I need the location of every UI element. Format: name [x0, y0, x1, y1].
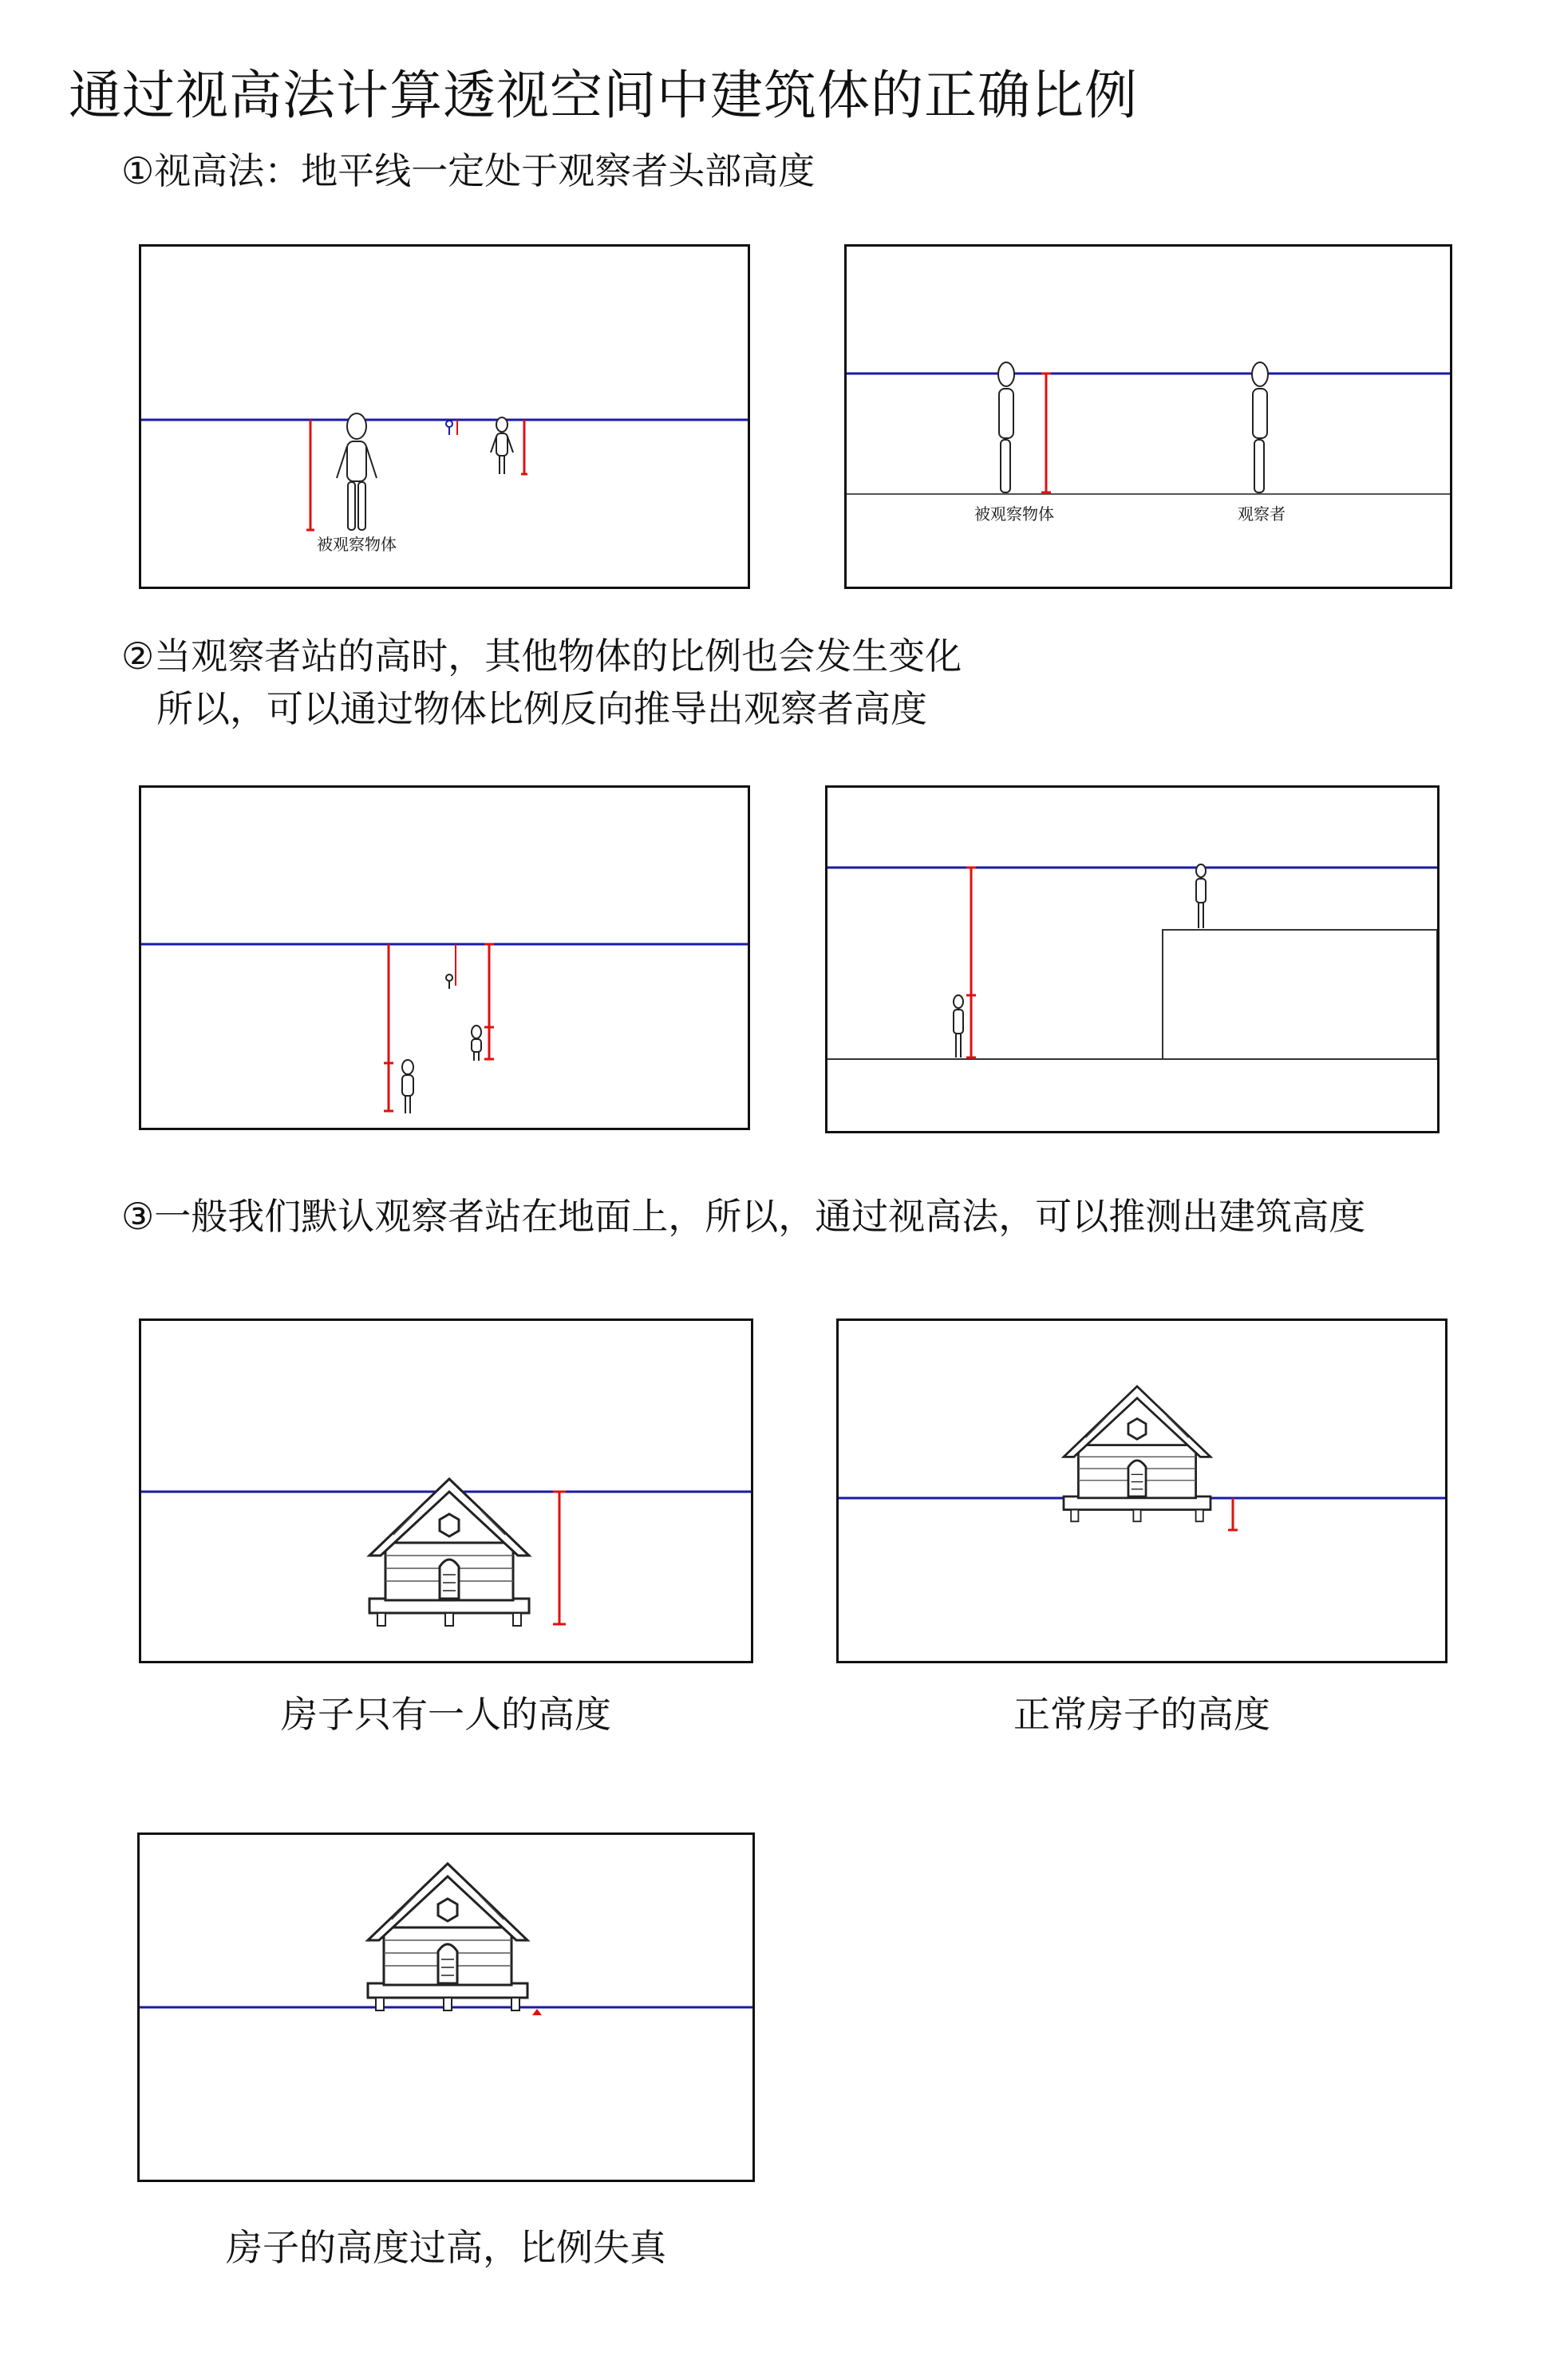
panel-elevated-observer: [825, 785, 1440, 1133]
house-illustration: [369, 1479, 529, 1626]
panel-2-diagram: [847, 247, 1450, 587]
section-2-subline: 所以，可以通过物体比例反向推导出观察者高度: [156, 687, 927, 730]
mid-figure: [472, 1026, 481, 1061]
panel-house-tall: [137, 1832, 755, 2182]
observer-label: 观察者: [1238, 504, 1286, 524]
section-3-heading: ③一般我们默认观察者站在地面上，所以，通过视高法，可以推测出建筑高度: [121, 1195, 1366, 1238]
distant-figure: [446, 421, 452, 435]
height-measure-marker: [532, 2009, 542, 2015]
ground-figure: [954, 995, 963, 1058]
panel-house-small: [139, 1318, 753, 1663]
observed-figure-side: [998, 362, 1014, 492]
panel-eye-level-side: [844, 244, 1452, 589]
near-figure: [402, 1060, 413, 1113]
platform-observer: [1196, 864, 1206, 928]
observer-figure: [1252, 362, 1268, 492]
section-2-heading: ②当观察者站的高时，其他物体的比例也会发生变化: [121, 635, 962, 678]
house-illustration: [368, 1864, 527, 2010]
caption-house-tall: 房子的高度过高，比例失真: [226, 2226, 666, 2269]
panel-1-diagram: [141, 247, 748, 587]
panel-4-diagram: [827, 788, 1437, 1131]
section-1-heading: ①视高法：地平线一定处于观察者头部高度: [121, 149, 816, 192]
mid-figure: [491, 417, 513, 474]
panel-6-diagram: [839, 1321, 1445, 1661]
caption-house-small: 房子只有一人的高度: [281, 1693, 611, 1736]
far-figure: [446, 975, 452, 989]
page-title: 通过视高法计算透视空间中建筑体的正确比例: [69, 65, 1138, 126]
panel-5-diagram: [141, 1321, 751, 1661]
panel-eye-level-front: [139, 244, 750, 589]
caption-house-normal: 正常房子的高度: [1013, 1693, 1270, 1736]
observed-figure: [337, 413, 377, 530]
panel-observer-scale: [139, 785, 750, 1130]
panel-3-diagram: [141, 788, 748, 1128]
panel-house-normal: [836, 1318, 1447, 1663]
observed-object-label: 被观察物体: [974, 504, 1054, 524]
observed-object-label: 被观察物体: [317, 535, 397, 554]
house-illustration: [1064, 1386, 1211, 1521]
panel-7-diagram: [140, 1835, 752, 2180]
elevated-platform: [1163, 930, 1437, 1059]
